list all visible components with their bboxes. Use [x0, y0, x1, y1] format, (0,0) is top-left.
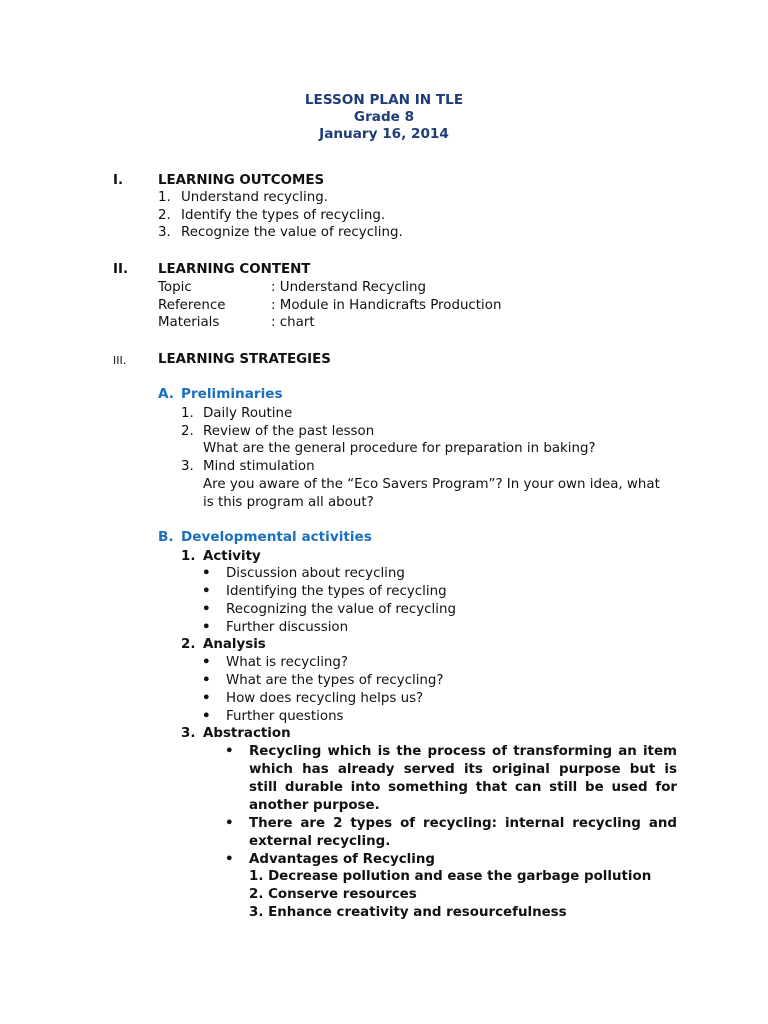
outcome-text: Identify the types of recycling. [181, 208, 386, 223]
bullet-icon: • [225, 744, 234, 759]
content-label: Reference [158, 298, 226, 313]
prelim-text: Review of the past lesson [203, 424, 375, 439]
bullet-text: Identifying the types of recycling [226, 584, 447, 599]
prelim-text: Mind stimulation [203, 459, 315, 474]
bullet-icon: • [202, 709, 211, 724]
subsection-b-heading: Developmental activities [181, 529, 372, 545]
outcome-number: 2. [158, 208, 171, 223]
prelim-text: Daily Routine [203, 406, 293, 421]
subsection-a-heading: Preliminaries [181, 386, 283, 402]
content-value: : Module in Handicrafts Production [271, 298, 502, 313]
content-label: Topic [158, 280, 192, 295]
prelim-subtext: Are you aware of the “Eco Savers Program”? In your own idea, what [203, 477, 660, 492]
bullet-icon: • [202, 691, 211, 706]
bullet-text: What are the types of recycling? [226, 673, 444, 688]
abstraction-line: which has already served its original purpose but is [249, 762, 677, 777]
prelim-number: 2. [181, 424, 194, 439]
bullet-icon: • [202, 566, 211, 581]
bullet-text: What is recycling? [226, 655, 349, 670]
step-number: 3. [181, 726, 196, 741]
advantage-item: 2. Conserve resources [249, 887, 417, 902]
outcome-number: 1. [158, 190, 171, 205]
document-date: January 16, 2014 [319, 126, 449, 142]
abstraction-line: another purpose. [249, 798, 380, 813]
bullet-icon: • [225, 816, 234, 831]
subsection-a-letter: A. [158, 386, 174, 402]
advantages-heading: Advantages of Recycling [249, 852, 435, 867]
document-grade: Grade 8 [353, 109, 415, 125]
step-label: Activity [203, 549, 261, 564]
step-number: 2. [181, 637, 196, 652]
advantage-item: 3. Enhance creativity and resourcefulness [249, 905, 567, 920]
section-3-numeral: III. [113, 354, 127, 367]
bullet-text: How does recycling helps us? [226, 691, 424, 706]
bullet-icon: • [202, 584, 211, 599]
bullet-icon: • [225, 852, 234, 867]
content-value: : chart [271, 315, 315, 330]
document-title: LESSON PLAN IN TLE [304, 92, 464, 108]
abstraction-line: There are 2 types of recycling: internal recycling and [249, 816, 677, 831]
abstraction-line: external recycling. [249, 834, 391, 849]
bullet-text: Recognizing the value of recycling [226, 602, 456, 617]
bullet-text: Further discussion [226, 620, 349, 635]
step-label: Abstraction [203, 726, 291, 741]
section-2-heading: LEARNING CONTENT [158, 262, 311, 277]
section-2-numeral: II. [113, 262, 129, 277]
section-1-numeral: I. [113, 173, 124, 188]
abstraction-line: Recycling which is the process of transforming an item [249, 744, 677, 759]
prelim-subtext: What are the general procedure for preparation in baking? [203, 441, 596, 456]
prelim-subtext: is this program all about? [203, 495, 374, 510]
step-number: 1. [181, 549, 196, 564]
bullet-icon: • [202, 673, 211, 688]
step-label: Analysis [203, 637, 266, 652]
advantage-item: 1. Decrease pollution and ease the garbage pollution [249, 869, 652, 884]
bullet-text: Discussion about recycling [226, 566, 405, 581]
bullet-icon: • [202, 620, 211, 635]
content-value: : Understand Recycling [271, 280, 426, 295]
outcome-number: 3. [158, 225, 171, 240]
outcome-text: Recognize the value of recycling. [181, 225, 403, 240]
section-1-heading: LEARNING OUTCOMES [158, 173, 325, 188]
bullet-icon: • [202, 655, 211, 670]
outcome-text: Understand recycling. [181, 190, 328, 205]
content-label: Materials [158, 315, 220, 330]
abstraction-line: still durable into something that can still be used for [249, 780, 677, 795]
section-3-heading: LEARNING STRATEGIES [158, 352, 331, 367]
subsection-b-letter: B. [158, 529, 174, 545]
prelim-number: 3. [181, 459, 194, 474]
prelim-number: 1. [181, 406, 194, 421]
bullet-icon: • [202, 602, 211, 617]
bullet-text: Further questions [226, 709, 344, 724]
